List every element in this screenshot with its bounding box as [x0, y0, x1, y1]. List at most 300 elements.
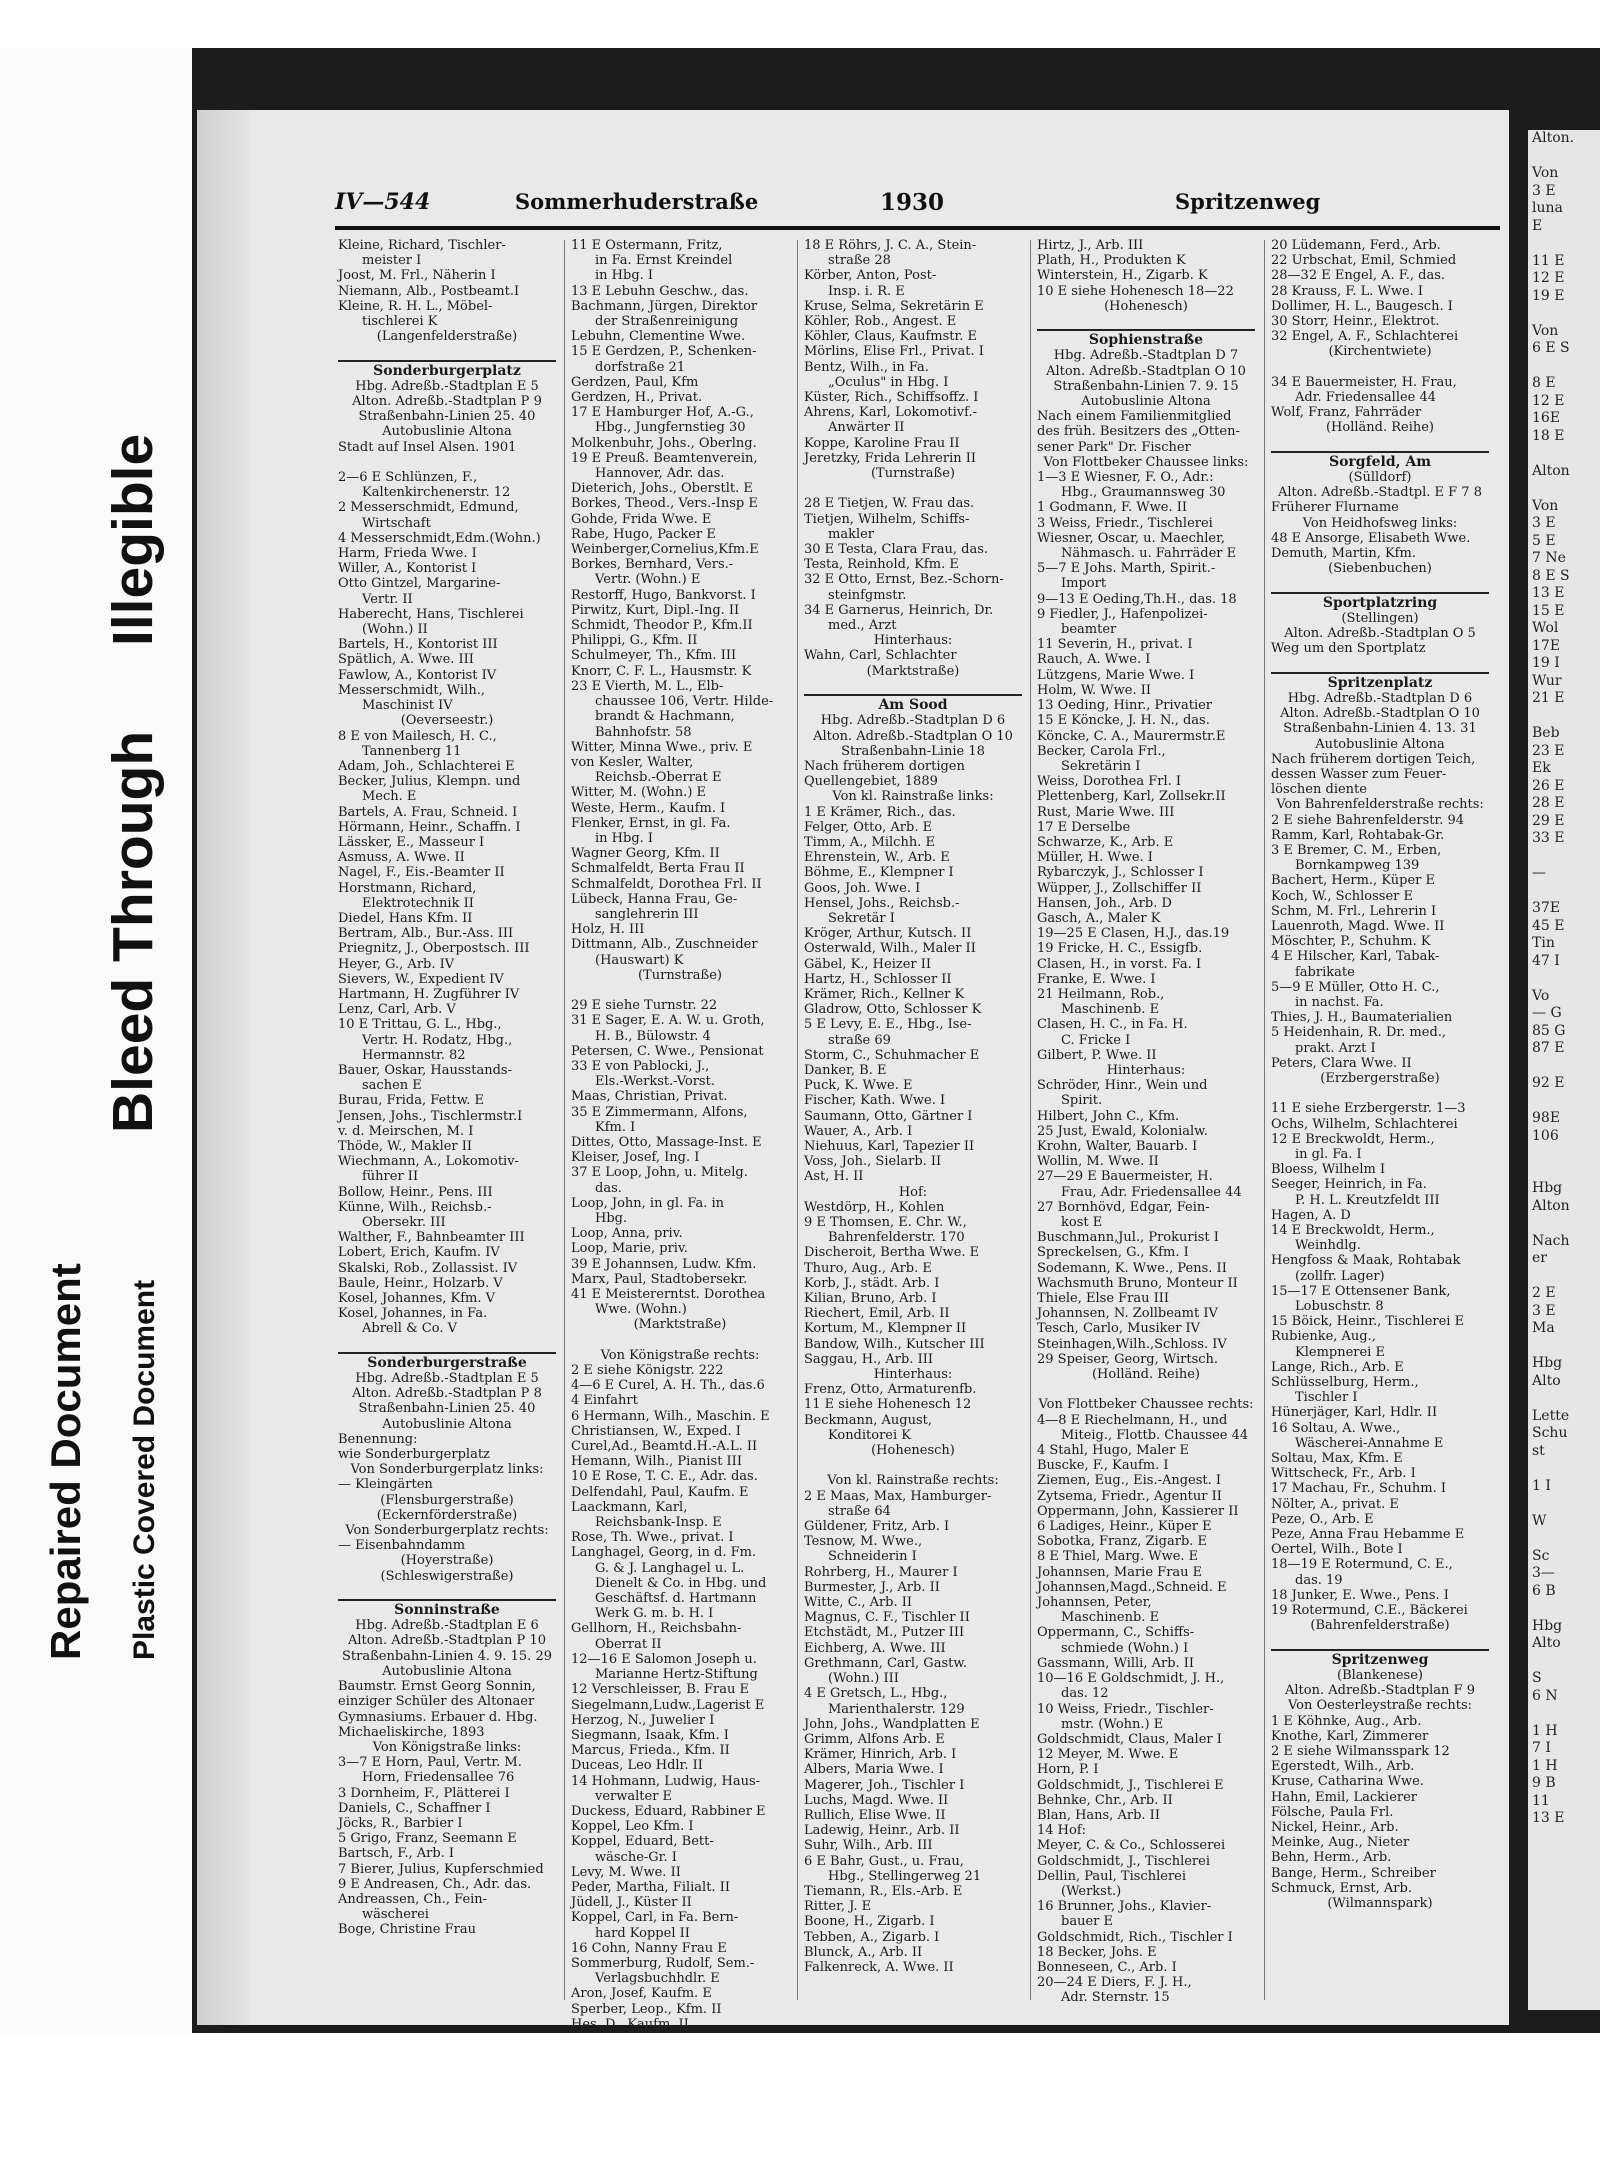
directory-entry: 15—17 E Ottensener Bank, [1271, 1283, 1451, 1299]
directory-entry: Dollimer, H. L., Baugesch. I [1271, 298, 1453, 314]
label-strip [0, 48, 192, 2033]
directory-entry: 3 Dornheim, F., Plätterei I [338, 1785, 510, 1801]
header-street-left: Sommerhuderstraße [515, 189, 759, 214]
directory-entry: Quellengebiet, 1889 [804, 774, 938, 790]
directory-entry: Hengfoss & Maak, Rohtabak [1271, 1253, 1461, 1269]
directory-entry: Rabe, Hugo, Packer E [571, 526, 716, 542]
directory-entry: 19 E Preuß. Beamtenverein, [571, 450, 758, 466]
directory-entry: Bartels, A. Frau, Schneid. I [338, 804, 518, 820]
column-1 [338, 238, 556, 1998]
next-page-fragment: 1 H [1532, 1722, 1558, 1739]
directory-entry: 12—16 E Salomon Joseph u. [571, 1651, 757, 1667]
directory-entry: 11 E siehe Hohenesch 12 [804, 1397, 972, 1413]
directory-entry: Korb, J., städt. Arb. I [804, 1275, 940, 1291]
directory-entry [1271, 1633, 1489, 1648]
directory-entry: Buscke, F., Kaufm. I [1037, 1458, 1169, 1474]
directory-entry: wäscherei [362, 1907, 429, 1923]
directory-entry: Von Königstraße links: [372, 1739, 522, 1755]
directory-entry: Demuth, Martin, Kfm. [1271, 546, 1416, 562]
next-page-fragment: 87 E [1532, 1040, 1565, 1056]
directory-entry: Ast, H. II [804, 1169, 864, 1185]
directory-entry: Hermannstr. 82 [362, 1047, 466, 1063]
column-divider [1264, 240, 1265, 2000]
directory-entry: (Wohn.) II [362, 622, 428, 638]
street-heading: Sportplatzring [1271, 592, 1489, 611]
next-page-fragment: 6 B [1532, 1582, 1556, 1599]
directory-entry: Bollow, Heinr., Pens. III [338, 1184, 493, 1200]
directory-entry: Von kl. Rainstraße rechts: [827, 1473, 999, 1489]
directory-entry: Verlagsbuchhdlr. E [595, 1971, 720, 1987]
header-year: 1930 [880, 189, 945, 216]
street-heading: Sophienstraße [1037, 329, 1255, 348]
directory-entry: Nähmasch. u. Fahrräder E [1061, 546, 1237, 562]
directory-entry: Alton. Adreßb.-Stadtplan P 8 [352, 1386, 542, 1402]
directory-entry: 5 Heidenhain, R. Dr. med., [1271, 1025, 1447, 1041]
directory-entry: 21 Heilmann, Rob., [1037, 986, 1165, 1002]
directory-entry: 2 E Maas, Max, Hamburger- [804, 1488, 992, 1504]
directory-entry: Von Königstraße rechts: [600, 1347, 760, 1363]
directory-entry: 35 E Zimmermann, Alfons, [571, 1104, 748, 1120]
directory-entry: Köhler, Rob., Angest. E [804, 314, 957, 330]
directory-entry: Spreckelsen, G., Kfm. I [1037, 1245, 1189, 1261]
directory-entry: Dieterich, Johs., Oberstlt. E [571, 481, 753, 497]
directory-entry: in gl. Fa. I [1295, 1146, 1362, 1162]
directory-entry: Burmester, J., Arb. II [804, 1579, 940, 1595]
directory-entry: 9—13 E Oeding,Th.H., das. 18 [1037, 591, 1237, 607]
next-page-fragment [1528, 848, 1600, 866]
directory-entry: Gassmann, Willi, Arb. II [1037, 1655, 1195, 1671]
directory-entry: Krohn, Walter, Bauarb. I [1037, 1138, 1198, 1154]
directory-entry: Johannsen,Magd.,Schneid. E [1037, 1579, 1227, 1595]
directory-entry: Dittes, Otto, Massage-Inst. E [571, 1134, 762, 1150]
directory-entry: einziger Schüler des Altonaer [338, 1694, 535, 1710]
next-page-fragment [1528, 708, 1600, 726]
directory-entry: (Sülldorf) [1348, 470, 1412, 486]
directory-entry: Alton. Adreßb.-Stadtplan O 10 [1280, 706, 1480, 722]
next-page-fragment [1528, 1653, 1600, 1671]
directory-entry [1271, 1086, 1489, 1101]
next-page-fragment: 45 E [1532, 917, 1565, 934]
directory-entry: 37 E Loop, John, u. Mitelg. [571, 1165, 748, 1181]
next-page-fragment: 2 E [1532, 1285, 1556, 1301]
directory-entry: 18 E Röhrs, J. C. A., Stein- [804, 238, 977, 253]
directory-entry: Oberrat II [595, 1636, 662, 1652]
directory-entry: 17 E Derselbe [1037, 819, 1131, 835]
directory-entry: fabrikate [1295, 964, 1355, 980]
directory-entry: 16 Soltau, A. Wwe., [1271, 1420, 1401, 1436]
directory-entry: Nach früherem dortigen Teich, [1271, 751, 1476, 767]
directory-entry: Mech. E [362, 789, 417, 805]
street-heading: Am Sood [804, 694, 1022, 713]
directory-entry: Discheroit, Bertha Wwe. E [804, 1245, 980, 1261]
directory-entry: C. Fricke I [1061, 1032, 1131, 1048]
directory-entry: Messerschmidt, Wilh., [338, 682, 485, 698]
directory-entry: Nach früherem dortigen [804, 758, 965, 774]
next-page-fragment: 7 Ne [1532, 550, 1566, 566]
next-page-fragment: Alton [1532, 1197, 1570, 1214]
directory-entry: Goos, Joh. Wwe. I [804, 880, 921, 896]
directory-entry: Insp. i. R. E [828, 283, 905, 299]
next-page-fragment [1528, 235, 1600, 253]
directory-entry: Blan, Hans, Arb. II [1037, 1807, 1160, 1823]
next-page-fragment: Schu [1532, 1425, 1568, 1441]
directory-entry: Vertr. II [362, 591, 413, 607]
bleed-through-label: Bleed Through [101, 730, 165, 1133]
directory-entry: Horn, P. I [1037, 1762, 1099, 1778]
directory-entry: Andreassen, Ch., Fein- [338, 1891, 488, 1907]
directory-entry: Wiechmann, A., Lokomotiv- [338, 1154, 519, 1170]
directory-entry: tischlerei K [362, 314, 438, 330]
directory-entry: Kröger, Arthur, Kutsch. II [804, 926, 972, 942]
next-page-fragment: — [1532, 865, 1546, 881]
directory-entry: Nagel, F., Eis.-Beamter II [338, 865, 505, 881]
directory-entry: (Langenfelderstraße) [376, 329, 518, 345]
directory-entry: 15 E Gerdzen, P., Schenken- [571, 344, 757, 360]
directory-entry: Meinke, Aug., Nieter [1271, 1835, 1410, 1851]
column-divider [797, 240, 798, 2000]
next-page-fragment: S [1532, 1670, 1542, 1686]
directory-entry: Stadt auf Insel Alsen. 1901 [338, 439, 517, 455]
next-page-fragment: 19 E [1532, 287, 1565, 304]
directory-entry: Köhler, Claus, Kaufmstr. E [804, 329, 978, 345]
directory-entry: sanglehrerin III [595, 906, 699, 922]
directory-entry: Gohde, Frida Wwe. E [571, 511, 712, 527]
directory-entry: 16 Cohn, Nanny Frau E [571, 1940, 727, 1956]
next-page-fragment: E [1532, 217, 1543, 234]
directory-entry: Schm, M. Frl., Lehrerin I [1271, 903, 1437, 919]
directory-entry: Elektrotechnik II [362, 895, 474, 911]
directory-entry: (Hauswart) K [595, 952, 684, 968]
next-page-fragment: Hbg [1532, 1355, 1563, 1371]
directory-entry: (Eckernförderstraße) [376, 1507, 518, 1523]
directory-entry: 32 E Otto, Ernst, Bez.-Schorn- [804, 572, 1004, 588]
directory-entry: Bartels, H., Kontorist III [338, 637, 498, 653]
directory-entry: Von Sonderburgerplatz links: [350, 1462, 544, 1478]
directory-entry: Walther, F., Bahnbeamter III [338, 1230, 525, 1246]
next-page-fragment: 47 I [1532, 952, 1560, 969]
page-header [335, 185, 1500, 227]
directory-entry: Schmuck, Ernst, Arb. [1271, 1880, 1412, 1896]
directory-entry: Johannsen, Marie Frau E [1037, 1564, 1203, 1580]
directory-entry: 18—19 E Rotermund, C. E., [1271, 1557, 1453, 1573]
directory-entry: Rubienke, Aug., [1271, 1329, 1376, 1345]
directory-entry: Johannsen, Peter, [1037, 1595, 1152, 1611]
directory-entry: 2 E siehe Königstr. 222 [571, 1363, 724, 1379]
directory-entry: Maschinist IV [362, 698, 453, 714]
directory-entry: „Oculus" in Hbg. I [828, 374, 949, 390]
directory-entry: Joost, M. Frl., Näherin I [338, 268, 496, 284]
next-page-fragment: W [1532, 1512, 1547, 1529]
next-page-fragment: Alto [1532, 1372, 1561, 1389]
directory-entry: Maschinenb. E [1061, 1610, 1160, 1626]
directory-entry: Clasen, H., in vorst. Fa. I [1037, 956, 1202, 972]
directory-entry: von Kesler, Walter, [571, 754, 694, 770]
directory-entry: Ramm, Karl, Rohtabak-Gr. [1271, 827, 1445, 843]
directory-entry: Gellhorn, H., Reichsbahn- [571, 1621, 742, 1637]
header-street-right: Spritzenweg [1175, 189, 1321, 214]
directory-entry: 4—8 E Riechelmann, H., und [1037, 1412, 1228, 1428]
directory-entry: Hinterhaus: [873, 633, 953, 649]
directory-entry: Sobotka, Franz, Zigarb. E [1037, 1534, 1208, 1550]
directory-entry: Müller, H. Wwe. I [1037, 850, 1153, 866]
directory-entry: Peze, Anna Frau Hebamme E [1271, 1527, 1465, 1543]
directory-entry: Hinterhaus: [873, 1367, 953, 1383]
next-page-fragment: Von [1532, 322, 1559, 339]
directory-entry: Knothe, Karl, Zimmerer [1271, 1728, 1429, 1744]
next-page-fragment [1528, 1705, 1600, 1723]
directory-entry: Bornkampweg 139 [1295, 858, 1420, 874]
directory-entry: Kosel, Johannes, in Fa. [338, 1306, 488, 1322]
directory-entry: 11 E Ostermann, Fritz, [571, 238, 723, 253]
directory-entry: Güldener, Fritz, Arb. I [804, 1519, 950, 1535]
directory-entry: 10 E Trittau, G. L., Hbg., [338, 1017, 502, 1033]
directory-entry: in Hbg. I [595, 830, 654, 846]
directory-entry [804, 481, 1022, 496]
directory-entry: 34 E Bauermeister, H. Frau, [1271, 374, 1457, 390]
next-page-fragment: 1 H [1532, 1757, 1558, 1774]
next-page-fragment [1528, 970, 1600, 988]
directory-entry: Kortum, M., Klempner II [804, 1321, 967, 1337]
directory-entry: Schmidt, Theodor P., Kfm.II [571, 618, 753, 634]
next-page-fragment: luna [1532, 200, 1563, 216]
next-page-fragment: 12 E [1532, 270, 1565, 286]
directory-entry: brandt & Hachmann, [595, 709, 735, 725]
directory-entry: Delfendahl, Paul, Kaufm. E [571, 1484, 749, 1500]
directory-entry: Bonneseen, C., Arb. I [1037, 1959, 1177, 1975]
directory-entry: 30 E Testa, Clara Frau, das. [804, 542, 989, 558]
directory-entry: Adam, Joh., Schlachterei E [338, 758, 515, 774]
directory-entry: Nach einem Familienmitglied [1037, 409, 1232, 425]
directory-entry: 28—32 E Engel, A. F., das. [1271, 268, 1446, 284]
directory-entry: Hinterhaus: [1106, 1062, 1186, 1078]
directory-entry: 30 Storr, Heinr., Elektrot. [1271, 314, 1440, 330]
directory-entry [1037, 314, 1255, 329]
directory-entry: Gladrow, Otto, Schlosser K [804, 1002, 982, 1018]
directory-entry: chaussee 106, Vertr. Hilde- [595, 694, 774, 710]
next-page-fragment [1528, 1058, 1600, 1076]
column-3 [804, 238, 1022, 1998]
directory-entry: Straßenbahn-Linie 18 [841, 743, 985, 759]
directory-entry: Ahrens, Karl, Lokomotivf.- [804, 405, 977, 421]
directory-entry: Goldschmidt, J., Tischlerei E [1037, 1777, 1224, 1793]
directory-entry: 6 E Bahr, Gust., u. Frau, [804, 1853, 964, 1869]
directory-entry: Loop, John, in gl. Fa. in [571, 1195, 725, 1211]
directory-entry: Beckmann, August, [804, 1412, 932, 1428]
directory-entry: Bange, Herm., Schreiber [1271, 1865, 1436, 1881]
directory-entry: Koppel, Eduard, Bett- [571, 1834, 714, 1850]
next-page-fragment: 13 E [1532, 585, 1565, 601]
next-page-fragment [1528, 1215, 1600, 1233]
header-rule [335, 226, 1500, 230]
next-page-fragment: 29 E [1532, 812, 1565, 829]
next-page-fragment [1528, 1600, 1600, 1618]
directory-entry: bauer E [1061, 1914, 1113, 1930]
plastic-covered-label: Plastic Covered Document [128, 1279, 161, 1660]
directory-entry [1271, 576, 1489, 591]
directory-entry: Alton. Adreßb.-Stadtplan P 9 [352, 394, 542, 410]
street-heading: Sorgfeld, Am [1271, 451, 1489, 470]
column-5 [1271, 238, 1489, 1998]
directory-entry: 11 Severin, H., privat. I [1037, 637, 1193, 653]
directory-entry: v. d. Meirschen, M. I [338, 1123, 474, 1139]
repaired-document-label: Repaired Document [42, 1263, 89, 1660]
next-page-fragment [1528, 1163, 1600, 1181]
next-page-fragment [1528, 480, 1600, 498]
directory-entry: Nickel, Heinr., Arb. [1271, 1819, 1399, 1835]
directory-entry: Clasen, H. C., in Fa. H. [1037, 1017, 1188, 1033]
next-page-fragment: 3— [1532, 1565, 1555, 1581]
directory-entry: Ochs, Wilhelm, Schlachterei [1271, 1116, 1458, 1132]
directory-entry: 7 Bierer, Julius, Kupferschmied [338, 1861, 544, 1877]
directory-entry: Gymnasiums. Erbauer d. Hbg. [338, 1709, 538, 1725]
next-page-fragment: Sc [1532, 1547, 1550, 1564]
directory-entry: Schmalfeldt, Dorothea Frl. II [571, 876, 762, 892]
directory-entry: Lübeck, Hanna Frau, Ge- [571, 891, 738, 907]
directory-entry: Sodemann, K. Wwe., Pens. II [1037, 1260, 1227, 1276]
directory-entry: Behn, Herm., Arb. [1271, 1850, 1392, 1866]
next-page-fragment: Von [1532, 497, 1559, 514]
next-page-fragment: 7 I [1532, 1740, 1551, 1756]
directory-entry [571, 1333, 789, 1348]
directory-entry: Lebuhn, Clementine Wwe. [571, 329, 746, 345]
directory-entry: Magnus, C. F., Tischler II [804, 1610, 970, 1626]
directory-entry: 13 Oeding, Hinr., Privatier [1037, 698, 1213, 714]
directory-entry: 4 Stahl, Hugo, Maler E [1037, 1443, 1189, 1459]
directory-entry: Otto Gintzel, Margarine- [338, 576, 501, 592]
directory-entry: (Kirchentwiete) [1328, 344, 1432, 360]
next-page-fragment: Ma [1532, 1320, 1555, 1336]
directory-entry: Flenker, Ernst, in gl. Fa. [571, 815, 731, 831]
directory-entry: Sekretär I [828, 910, 895, 926]
directory-entry: Hbg. Adreßb.-Stadtplan D 6 [1287, 690, 1473, 706]
directory-entry: das. 12 [1061, 1686, 1109, 1702]
directory-entry: verwalter E [595, 1788, 673, 1804]
next-page-fragment [1528, 445, 1600, 463]
directory-entry: 48 E Ansorge, Elisabeth Wwe. [1271, 530, 1471, 546]
directory-entry: Bertram, Alb., Bur.-Ass. III [338, 926, 514, 942]
directory-entry: der Straßenreinigung [595, 314, 739, 330]
next-page-fragment: Wur [1532, 672, 1562, 689]
directory-entry: Gerdzen, Paul, Kfm [571, 374, 699, 390]
directory-entry: Lützgens, Marie Wwe. I [1037, 667, 1195, 683]
directory-entry: Langhagel, Georg, in d. Fm. [571, 1545, 757, 1561]
directory-entry: Kaltenkirchenerstr. 12 [362, 485, 511, 501]
next-page-fragment [1528, 1390, 1600, 1408]
directory-entry: Ritter, J. E [804, 1899, 872, 1915]
directory-entry: Albers, Maria Wwe. I [804, 1762, 944, 1778]
directory-entry: (Oeverseestr.) [400, 713, 494, 729]
directory-entry: Mörlins, Elise Frl., Privat. I [804, 344, 984, 360]
next-page-fragment: 6 N [1532, 1687, 1558, 1704]
directory-entry [1271, 656, 1489, 671]
directory-entry: 10—16 E Goldschmidt, J. H., [1037, 1671, 1225, 1687]
directory-entry: Saumann, Otto, Gärtner I [804, 1108, 973, 1124]
directory-entry: 17 Machau, Fr., Schuhm. I [1271, 1481, 1447, 1497]
directory-entry: Niehuus, Karl, Tapezier II [804, 1138, 975, 1154]
directory-entry: Straßenbahn-Linien 25. 40 [358, 1401, 536, 1417]
directory-entry: Obersekr. III [362, 1215, 446, 1230]
directory-entry: Osterwald, Wilh., Maler II [804, 941, 976, 957]
next-page-fragment: 9 B [1532, 1775, 1556, 1791]
next-page-fragment: 11 E [1532, 252, 1565, 269]
directory-entry: Reichsbank-Insp. E [595, 1515, 722, 1531]
directory-entry: Felger, Otto, Arb. E [804, 819, 933, 835]
directory-entry: Bartsch, F., Arb. I [338, 1846, 455, 1862]
directory-entry: 9 Fiedler, J., Hafenpolizei- [1037, 606, 1208, 622]
directory-entry: makler [828, 526, 875, 542]
directory-entry: 14 E Breckwoldt, Herm., [1271, 1223, 1435, 1238]
directory-entry: (Flensburgerstraße) [380, 1492, 514, 1508]
directory-entry: Hbg. [595, 1211, 628, 1226]
directory-entry: mstr. (Wohn.) E [1061, 1716, 1164, 1732]
directory-entry: Soltau, Max, Kfm. E [1271, 1451, 1403, 1467]
page-number: IV—544 [335, 189, 431, 215]
directory-entry: (Stellingen) [1341, 610, 1419, 626]
directory-entry: Hartmann, H. Zugführer IV [338, 986, 520, 1002]
directory-entry: Herzog, N., Juwelier I [571, 1712, 715, 1728]
next-page-fragment: Vo [1532, 987, 1550, 1004]
directory-entry: Tesnow, M. Wwe., [804, 1534, 923, 1550]
directory-entry: 18 Becker, Johs. E [1037, 1944, 1157, 1960]
next-page-fragment: 8 E [1532, 375, 1556, 391]
directory-entry: Borkes, Theod., Vers.-Insp E [571, 496, 758, 512]
next-page-fragment: 98E [1532, 1110, 1561, 1126]
directory-entry: 4 Einfahrt [571, 1393, 638, 1409]
directory-entry: Molkenbuhr, Johs., Oberlng. [571, 435, 757, 451]
directory-entry: Thiele, Else Frau III [1037, 1291, 1170, 1307]
directory-entry: Niemann, Alb., Postbeamt.I [338, 283, 520, 299]
directory-entry: Suhr, Wilh., Arb. III [804, 1838, 933, 1854]
directory-entry: Hemann, Wilh., Pianist III [571, 1454, 742, 1470]
directory-entry: sener Park" Dr. Fischer [1037, 439, 1191, 455]
next-page-fragment [1528, 883, 1600, 901]
directory-entry: Aron, Josef, Kaufm. E [571, 1986, 712, 2002]
directory-entry: Jeretzky, Frida Lehrerin II [804, 450, 976, 466]
next-page-fragment: 85 G [1532, 1022, 1566, 1039]
directory-entry: Kruse, Catharina Wwe. [1271, 1774, 1424, 1790]
directory-entry: Vertr. (Wohn.) E [595, 572, 701, 588]
directory-entry: Fawlow, A., Kontorist IV [338, 667, 497, 683]
next-page-fragment [1528, 1338, 1600, 1356]
directory-entry: Steinhagen,Wilh.,Schloss. IV [1037, 1336, 1227, 1352]
directory-entry: Franke, E. Wwe. I [1037, 971, 1156, 987]
directory-entry: meister I [362, 253, 422, 269]
next-page-fragment: Hbg [1532, 1617, 1563, 1634]
directory-entry: 5 Grigo, Franz, Seemann E [338, 1831, 517, 1847]
directory-entry [571, 983, 789, 998]
directory-entry: hard Koppel II [595, 1925, 690, 1941]
directory-entry: Goldschmidt, Claus, Maler I [1037, 1731, 1222, 1747]
directory-entry: Dellin, Paul, Tischlerei [1037, 1868, 1187, 1884]
directory-entry: Bloess, Wilhelm I [1271, 1162, 1386, 1178]
directory-entry: dorfstraße 21 [595, 359, 686, 375]
next-page-fragment: 11 [1532, 1792, 1550, 1809]
directory-entry: 1—3 E Wiesner, F. O., Adr.: [1037, 470, 1214, 486]
directory-entry: Willer, A., Kontorist I [338, 561, 477, 577]
directory-entry: Von Oesterleystraße rechts: [1287, 1698, 1473, 1714]
directory-entry: Autobuslinie Altona [1315, 736, 1445, 752]
directory-entry: Horstmann, Richard, [338, 880, 477, 896]
directory-entry: Hbg. Adreßb.-Stadtplan D 6 [820, 713, 1006, 729]
directory-entry: Jüdell, J., Küster II [571, 1895, 692, 1911]
directory-entry: Bachmann, Jürgen, Direktor [571, 298, 758, 314]
directory-entry: Böhme, E., Klempner I [804, 865, 954, 881]
directory-entry: Wolf, Franz, Fahrräder [1271, 405, 1422, 421]
directory-entry [338, 1337, 556, 1352]
directory-entry: Luchs, Magd. Wwe. II [804, 1792, 949, 1808]
directory-entry: Diedel, Hans Kfm. II [338, 910, 473, 926]
directory-entry: Frau, Adr. Friedensallee 44 [1061, 1184, 1242, 1200]
